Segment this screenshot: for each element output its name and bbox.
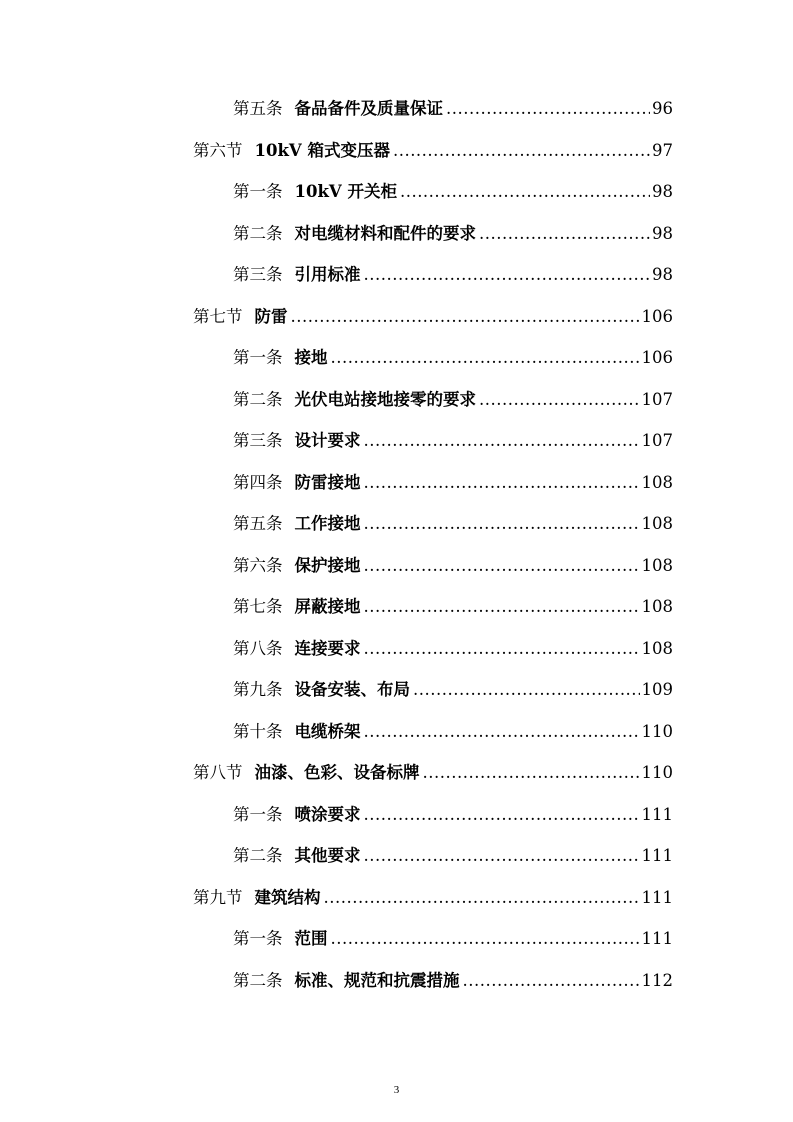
toc-entry[interactable]	[233, 430, 673, 452]
toc-entry-page: 111	[641, 888, 673, 907]
toc-entry[interactable]	[233, 389, 673, 411]
toc-entry-title: 连接要求	[294, 639, 361, 658]
toc-entry-title: 油漆、色彩、设备标牌	[254, 763, 420, 782]
toc-entry[interactable]	[233, 679, 673, 701]
toc-leader-dots	[364, 596, 640, 618]
toc-entry-number: 第六条	[233, 556, 283, 575]
toc-entry[interactable]	[233, 513, 673, 535]
toc-entry[interactable]	[193, 140, 673, 162]
toc-entry-number: 第二条	[233, 846, 283, 865]
toc-entry-page: 110	[641, 722, 673, 741]
toc-entry-number: 第三条	[233, 431, 283, 450]
toc-entry-page: 98	[652, 182, 673, 201]
toc-entry-title: 建筑结构	[254, 888, 321, 907]
toc-entry[interactable]	[233, 721, 673, 743]
page-number: 3	[393, 1084, 400, 1096]
toc-entry[interactable]	[233, 804, 673, 826]
toc-entry-page: 110	[641, 763, 673, 782]
toc-entry-page: 106	[641, 307, 673, 326]
toc-entry-title: 光伏电站接地接零的要求	[294, 390, 476, 409]
toc-entry-number: 第八节	[193, 763, 243, 782]
toc-entry-title: 范围	[294, 929, 328, 948]
toc-entry-number: 第九节	[193, 888, 243, 907]
toc-leader-dots	[393, 140, 650, 162]
toc-leader-dots	[364, 430, 640, 452]
toc-leader-dots	[479, 389, 640, 411]
toc-leader-dots	[364, 845, 640, 867]
toc-entry-page: 108	[641, 597, 673, 616]
toc-leader-dots	[364, 513, 640, 535]
toc-entry-number: 第六节	[193, 141, 243, 160]
toc-entry-title: 其他要求	[294, 846, 361, 865]
toc-entry[interactable]	[193, 887, 673, 909]
toc-entry-title: 保护接地	[294, 556, 361, 575]
toc-leader-dots	[423, 762, 640, 784]
toc-leader-dots	[291, 306, 640, 328]
toc-entry-number: 第五条	[233, 514, 283, 533]
toc-entry-page: 98	[652, 265, 673, 284]
toc-entry-page: 109	[641, 680, 673, 699]
toc-entry-number: 第一条	[233, 805, 283, 824]
toc-leader-dots	[400, 181, 650, 203]
toc-entry-title: 引用标准	[294, 265, 361, 284]
toc-entry-page: 111	[641, 929, 673, 948]
toc-entry-page: 108	[641, 514, 673, 533]
toc-leader-dots	[331, 928, 640, 950]
toc-entry-title: 设计要求	[294, 431, 361, 450]
toc-leader-dots	[364, 264, 651, 286]
toc-entry-title: 工作接地	[294, 514, 361, 533]
toc-entry-number: 第三条	[233, 265, 283, 284]
toc-entry-number: 第二条	[233, 224, 283, 243]
toc-entry-page: 106	[641, 348, 673, 367]
toc-entry-page: 107	[641, 431, 673, 450]
toc-entry[interactable]	[233, 970, 673, 992]
toc-entry-title: 备品备件及质量保证	[294, 99, 443, 118]
toc-entry-title: 接地	[294, 348, 328, 367]
toc-entry[interactable]	[193, 762, 673, 784]
toc-leader-dots	[364, 555, 640, 577]
toc-entry-number: 第一条	[233, 348, 283, 367]
toc-entry[interactable]	[233, 98, 673, 120]
toc-entry-page: 112	[641, 971, 673, 990]
toc-entry[interactable]	[233, 596, 673, 618]
toc-leader-dots	[479, 223, 650, 245]
toc-entry-title: 喷涂要求	[294, 805, 361, 824]
toc-leader-dots	[364, 721, 640, 743]
toc-leader-dots	[324, 887, 640, 909]
toc-entry[interactable]	[233, 928, 673, 950]
toc-entry-number: 第四条	[233, 473, 283, 492]
toc-entry-page: 111	[641, 846, 673, 865]
toc-leader-dots	[413, 679, 640, 701]
toc-leader-dots	[364, 638, 640, 660]
toc-entry-page: 108	[641, 639, 673, 658]
toc-entry-number: 第八条	[233, 639, 283, 658]
toc-entry-number: 第一条	[233, 182, 283, 201]
toc-entry-number: 第十条	[233, 722, 283, 741]
toc-entry-title: 标准、规范和抗震措施	[294, 971, 460, 990]
toc-entry-number: 第七条	[233, 597, 283, 616]
toc-entry-page: 111	[641, 805, 673, 824]
toc-entry-title: 电缆桥架	[294, 722, 361, 741]
toc-entry[interactable]	[233, 347, 673, 369]
toc-entry[interactable]	[193, 306, 673, 328]
toc-entry[interactable]	[233, 223, 673, 245]
toc-entry-page: 107	[641, 390, 673, 409]
toc-entry-title: 10kV 箱式变压器	[254, 141, 390, 160]
toc-entry-page: 108	[641, 556, 673, 575]
toc-entry-number: 第七节	[193, 307, 243, 326]
toc-entry-page: 108	[641, 473, 673, 492]
toc-entry[interactable]	[233, 181, 673, 203]
toc-leader-dots	[446, 98, 650, 120]
toc-entry-number: 第五条	[233, 99, 283, 118]
toc-leader-dots	[331, 347, 640, 369]
toc-entry-page: 98	[652, 224, 673, 243]
toc-leader-dots	[364, 804, 640, 826]
toc-entry[interactable]	[233, 472, 673, 494]
toc-entry-title: 防雷接地	[294, 473, 361, 492]
toc-entry-number: 第九条	[233, 680, 283, 699]
toc-entry-title: 防雷	[254, 307, 288, 326]
toc-leader-dots	[463, 970, 640, 992]
toc-entry[interactable]	[233, 555, 673, 577]
toc-entry-title: 对电缆材料和配件的要求	[294, 224, 476, 243]
toc-entry-title: 10kV 开关柜	[294, 182, 397, 201]
toc-leader-dots	[364, 472, 640, 494]
toc-entry[interactable]	[233, 845, 673, 867]
toc-entry[interactable]	[233, 638, 673, 660]
toc-entry-page: 97	[652, 141, 673, 160]
toc-entry-title: 屏蔽接地	[294, 597, 361, 616]
toc-entry[interactable]	[233, 264, 673, 286]
toc-entry-title: 设备安装、布局	[294, 680, 410, 699]
toc-entry-number: 第二条	[233, 971, 283, 990]
toc-entry-number: 第二条	[233, 390, 283, 409]
toc-entry-number: 第一条	[233, 929, 283, 948]
toc-entry-page: 96	[652, 99, 673, 118]
